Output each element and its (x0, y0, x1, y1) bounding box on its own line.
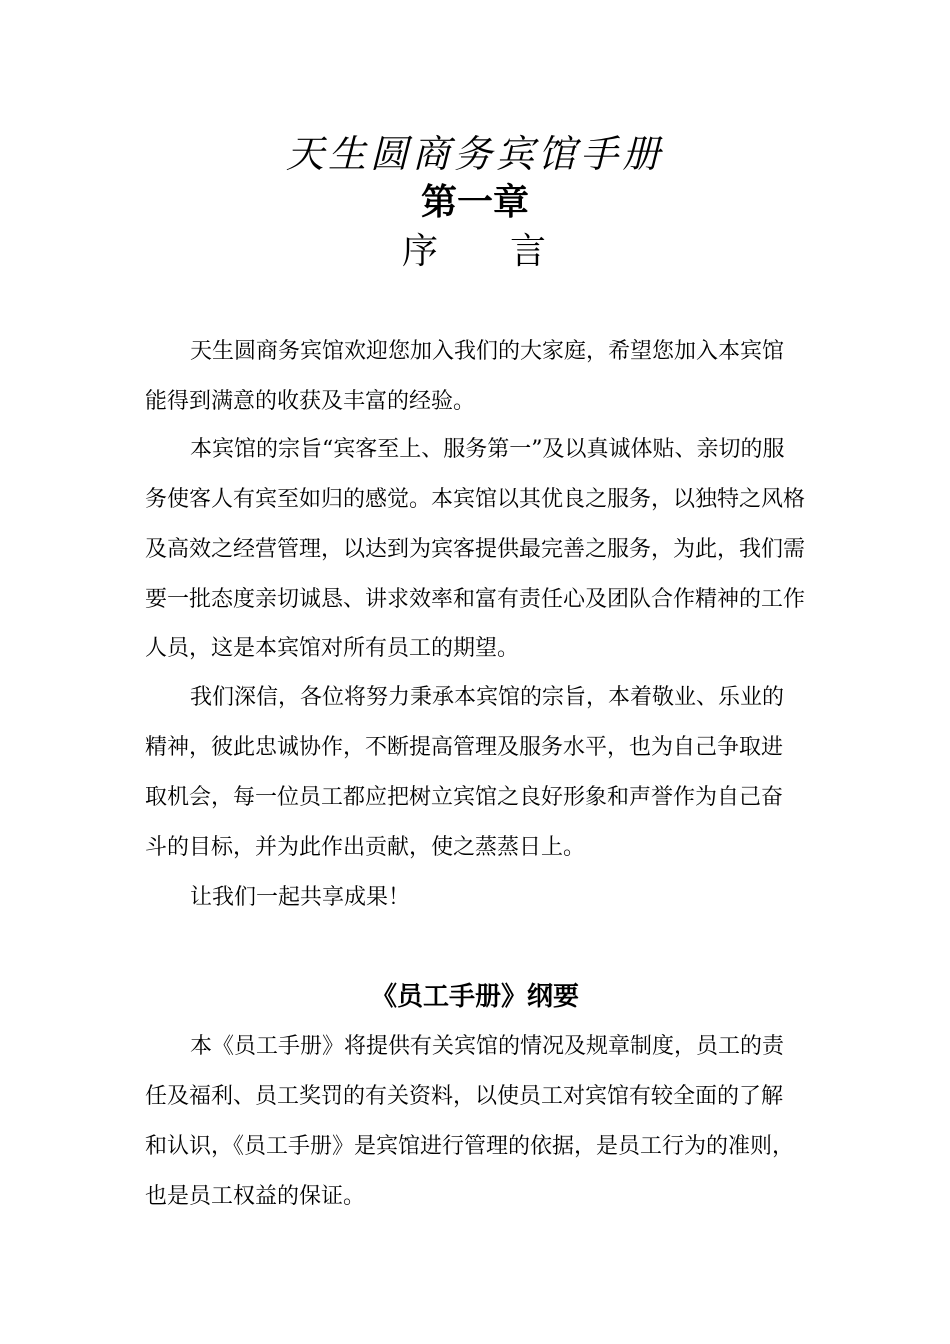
preface-heading-right: 言 (510, 231, 549, 272)
preface-line: 让我们一起共享成果！ (190, 885, 411, 910)
outline-line: 任及福利、员工奖罚的有关资料，以使员工对宾馆有较全面的了解 (145, 1084, 784, 1109)
outline-line: 和认识，《员工手册》是宾馆进行管理的依据，是员工行为的准则， (145, 1134, 795, 1159)
chapter-heading: 第一章 (420, 181, 529, 223)
preface-line: 要一批态度亲切诚恳、讲求效率和富有责任心及团队合作精神的工作 (145, 587, 806, 612)
preface-line: 天生圆商务宾馆欢迎您加入我们的大家庭，希望您加入本宾馆 (190, 339, 785, 364)
preface-line: 及高效之经营管理，以达到为宾客提供最完善之服务，为此，我们需 (145, 537, 806, 562)
preface-line: 人员，这是本宾馆对所有员工的期望。 (145, 636, 520, 661)
preface-heading (0, 228, 950, 276)
outline-line: 也是员工权益的保证。 (145, 1184, 366, 1209)
preface-line: 取机会，每一位员工都应把树立宾馆之良好形象和声誉作为自己奋 (145, 785, 784, 810)
document-title: 天生圆商务宾馆手册 (285, 132, 664, 176)
outline-line: 本《员工手册》将提供有关宾馆的情况及规章制度，员工的责 (190, 1034, 785, 1059)
outline-title: 《员工手册》纲要 (370, 982, 579, 1012)
preface-line: 本宾馆的宗旨“宾客至上、服务第一”及以真诚体贴、亲切的服 (190, 437, 785, 462)
preface-line: 精神，彼此忠诚协作，不断提高管理及服务水平，也为自己争取进 (145, 735, 784, 760)
preface-line: 我们深信，各位将努力秉承本宾馆的宗旨，本着敬业、乐业的 (190, 685, 785, 710)
preface-line: 能得到满意的收获及丰富的经验。 (145, 389, 476, 414)
preface-line: 务使客人有宾至如归的感觉。本宾馆以其优良之服务，以独特之风格 (145, 487, 806, 512)
preface-line: 斗的目标，并为此作出贡献，使之蒸蒸日上。 (145, 835, 586, 860)
preface-heading-left: 序 (401, 231, 440, 272)
